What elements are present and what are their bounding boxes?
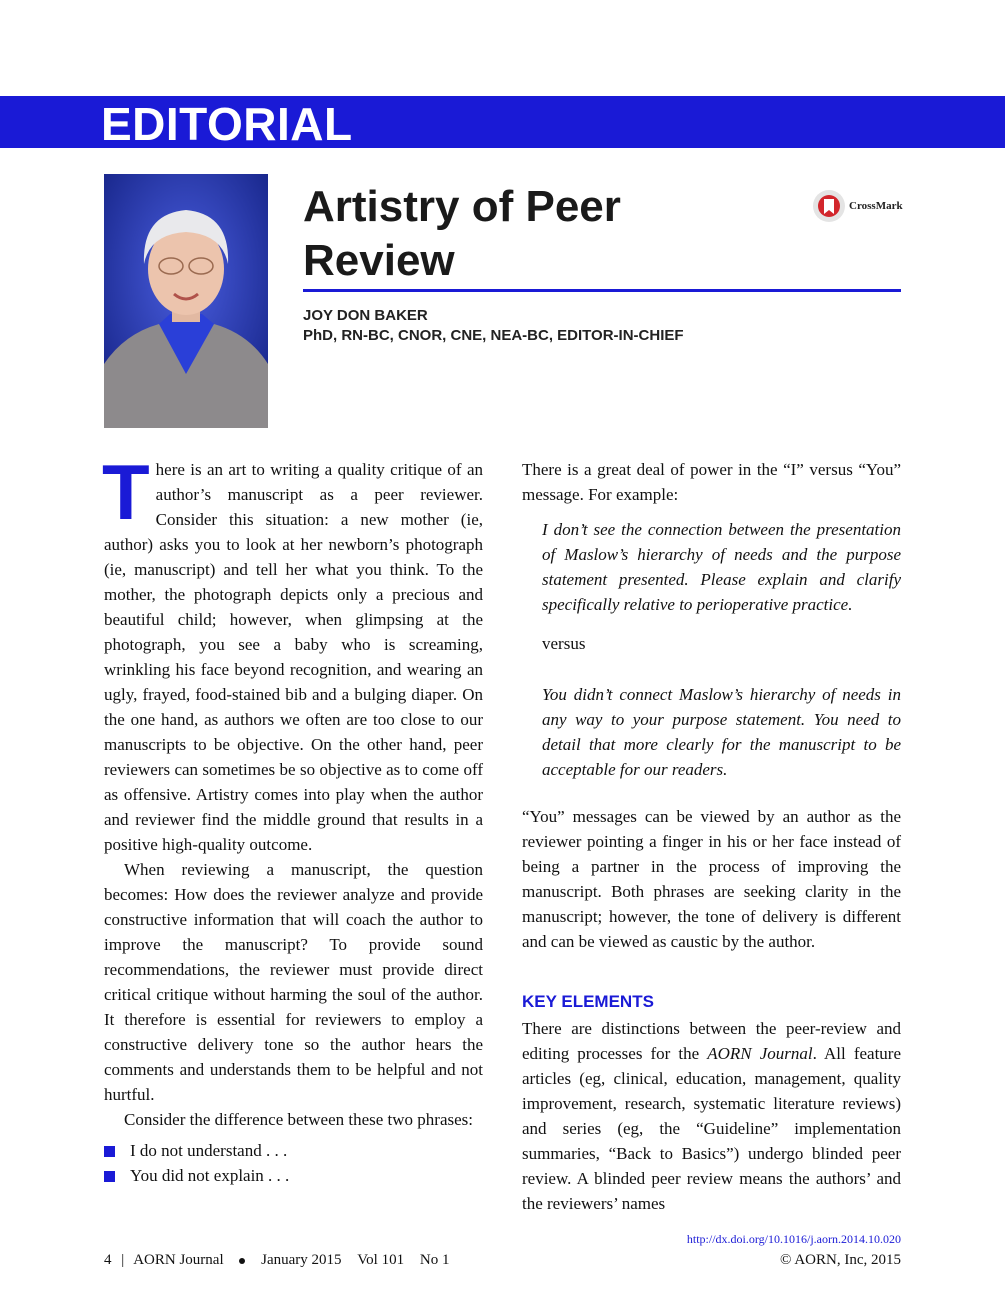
right-column	[522, 457, 901, 1216]
crossmark-badge[interactable]	[812, 189, 903, 223]
section-label: EDITORIAL	[101, 98, 353, 150]
square-bullet-icon	[104, 1146, 115, 1157]
article-title: Artistry of Peer Review	[303, 182, 621, 285]
copyright: © AORN, Inc, 2015	[780, 1252, 901, 1268]
versus-text: versus	[542, 634, 586, 653]
title-divider	[303, 289, 901, 292]
byline	[303, 306, 684, 346]
crossmark-icon	[812, 189, 846, 223]
square-bullet-icon	[104, 1171, 115, 1182]
author-credentials: PhD, RN-BC, CNOR, CNE, NEA-BC, EDITOR-IN-CHIEF	[303, 327, 684, 344]
author-name: JOY DON BAKER	[303, 307, 428, 324]
page-number: 4	[104, 1252, 112, 1268]
section-heading: KEY ELEMENTS	[522, 992, 654, 1011]
paragraph: “You” messages can be viewed by an author as the reviewer pointing a finger in his or her face instead of being a partner in the process of improving the manuscript. Both phrases are seeking clarity in the manuscript; however, the tone of delivery is different and can be viewed as caustic by the author.	[522, 807, 901, 951]
journal-title: AORN Journal	[133, 1252, 224, 1268]
issue-date: January 2015	[261, 1252, 342, 1268]
doi-link[interactable]: http://dx.doi.org/10.1016/j.aorn.2014.10.020	[686, 1232, 901, 1246]
drop-cap: T	[102, 448, 150, 536]
volume: Vol 101	[357, 1252, 405, 1268]
phrase-list	[104, 1138, 483, 1188]
example-quote: You didn’t connect Maslow’s hierarchy of needs in any way to your purpose statement. You need to detail that more clearly for the manuscript to be acceptable for our readers.	[542, 685, 901, 779]
issue: No 1	[419, 1252, 450, 1268]
example-quote: I don’t see the connection between the presentation of Maslow’s hierarchy of needs and the purpose statement presented. Please explain and clarify specifically relative to perioperative practice.	[542, 520, 901, 614]
paragraph: When reviewing a manuscript, the question becomes: How does the reviewer analyze and provide constructive information that will coach the author to improve the manuscript? To provide sound recommendations, the reviewer must provide direct critical critique without harming the soul of the author. It therefore is essential for reviewers to employ a constructive delivery tone so the author hears the comments and understands them to be helpful and not hurtful.	[104, 860, 483, 1104]
author-photo	[104, 174, 268, 428]
list-item: I do not understand . . .	[104, 1138, 483, 1163]
paragraph-intro: There is an art to writing a quality critique of an author’s manuscript as a peer reviewer. Consider this situation: a new mother (ie, author) asks you to look at her newborn’s photograph (ie, manuscript) and tell her what you think. To the mother, the photograph depicts only a precious and beautiful child; however, when glimpsing at the photograph, you see a baby who is screaming, wrinkling his face beyond recognition, and wearing an ugly, frayed, food-stained bib and a bulging diaper. On the one hand, as authors we often are too close to our manuscripts to be objective. On the other hand, peer reviewers can sometimes be so objective as to come off as offensive. Artistry comes into play when the author and reviewer find the middle ground that results in a positive high-quality outcome.	[102, 448, 483, 854]
journal-name: AORN Journal	[707, 1044, 813, 1063]
footer-citation: 4 | AORN Journal January 2015 Vol 101 No 1	[104, 1252, 450, 1268]
paragraph: There are distinctions between the peer-review and editing processes for the AORN Journal. All feature articles (eg, clinical, education, management, quality improvement, research, systematic literature reviews) and series (eg, the “Guideline” implementation summaries, “Back to Basics”) undergo blinded peer review. A blinded peer review means the authors’ and the reviewers’ names	[522, 1019, 901, 1213]
list-item: You did not explain . . .	[104, 1163, 483, 1188]
left-column	[102, 448, 483, 1188]
separator-dot	[239, 1258, 245, 1264]
paragraph: There is a great deal of power in the “I” versus “You” message. For example:	[522, 460, 901, 504]
paragraph: Consider the difference between these two phrases:	[124, 1110, 474, 1129]
crossmark-label: CrossMark	[849, 200, 903, 212]
